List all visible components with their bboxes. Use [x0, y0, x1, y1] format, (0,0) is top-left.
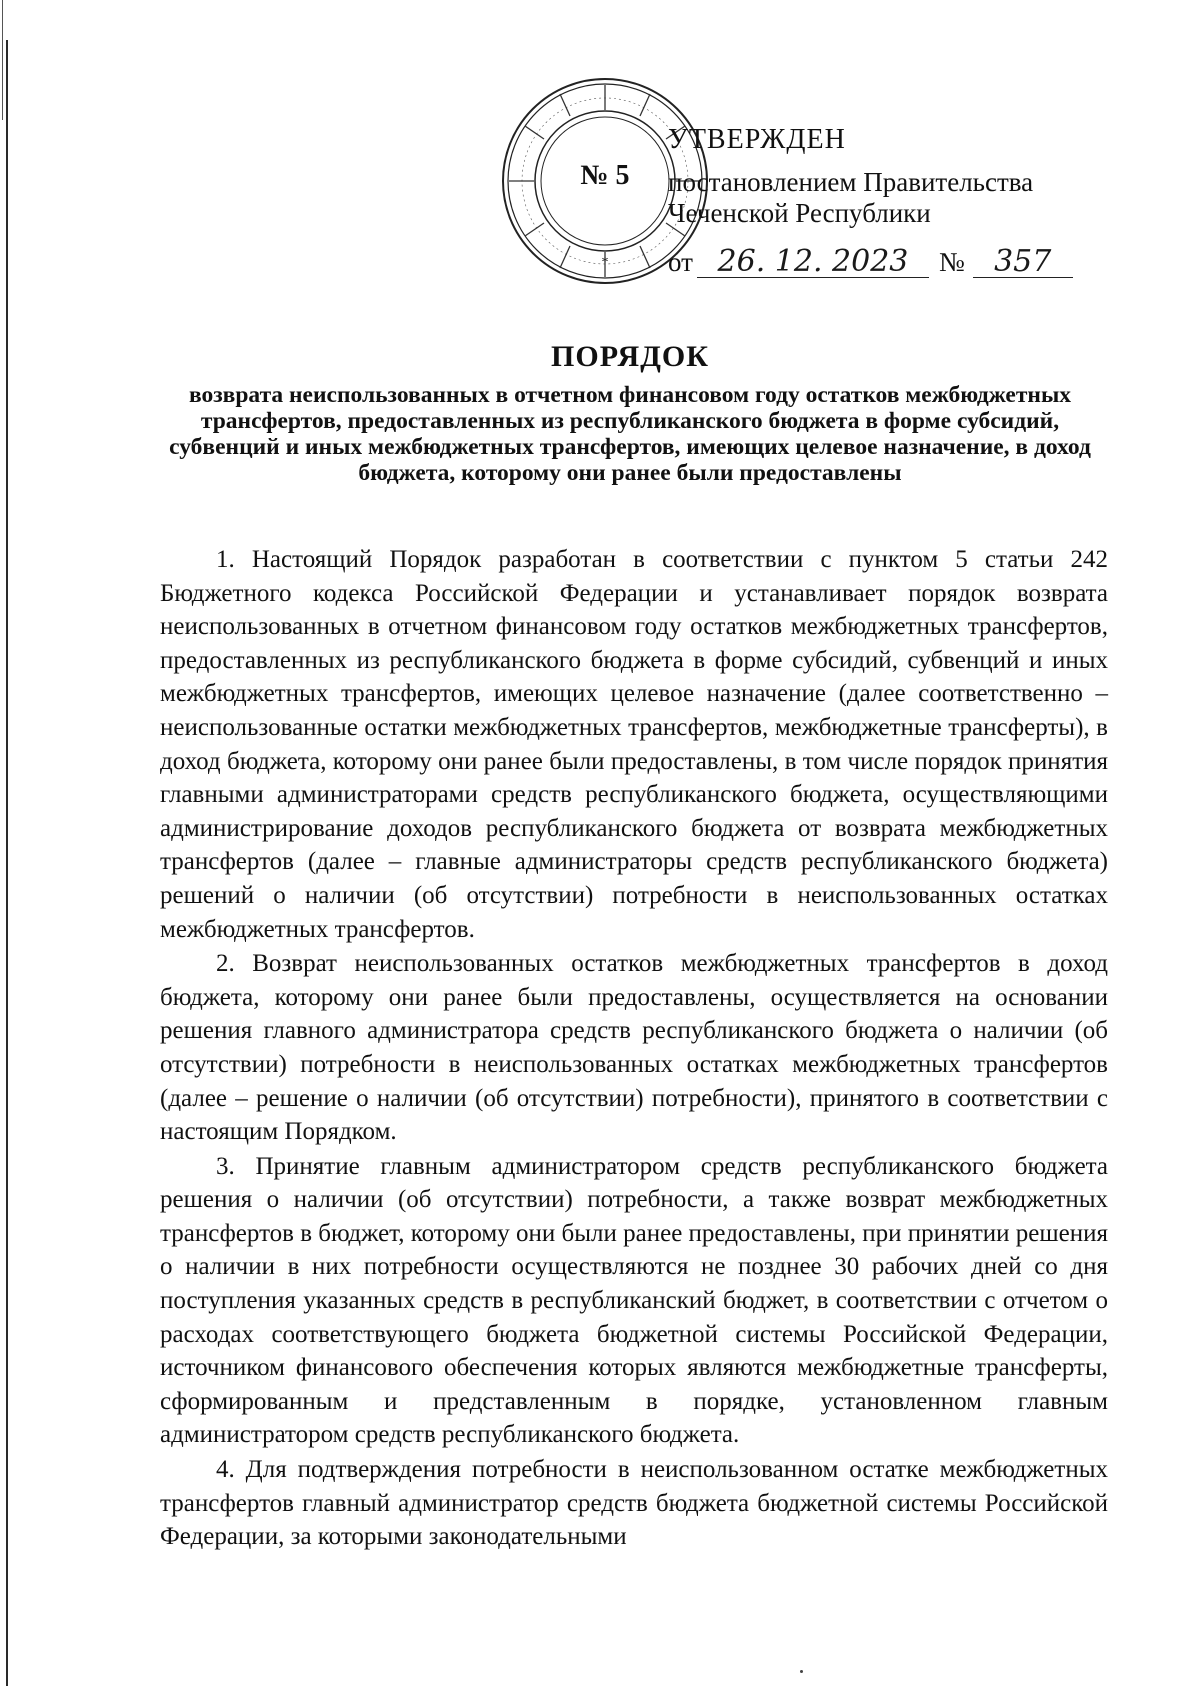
paragraph-1: 1. Настоящий Порядок разработан в соответствии с пунктом 5 статьи 242 Бюджетного кодекса Российской Федерации и устанавливает порядок возврата неиспользованных в отчетном финансовом году остатков межбюджетных трансфертов, предоставленных из республиканского бюджета в форме субсидий, субвенций и иных межбюджетных трансфертов, имеющих целевое назначение (далее соответственно – неиспользованные остатки межбюджетных трансфертов, межбюджетные трансферты), в доход бюджета, которому они ранее были предоставлены, в том числе порядок принятия главными администраторами средств республиканского бюджета, осуществляющими администрирование доходов республиканского бюджета от возврата межбюджетных трансфертов (далее – главные администраторы средств республиканского бюджета) решений о наличии (об отсутствии) потребности в неиспользованных остатках межбюджетных трансфертов.: [160, 546, 1108, 943]
scan-border-line: [6, 40, 8, 1686]
handwritten-number: 357: [973, 247, 1073, 278]
document-subtitle: возврата неиспользованных в отчетном финансовом году остатков межбюджетных трансфертов, предоставленных из республиканского бюджета в форме субсидий, субвенций и иных межбюджетных трансфертов, имеющих целевое назначение, в доход бюджета, которому они ранее были предоставлены: [169, 382, 1091, 486]
document-title: ПОРЯДОК: [551, 340, 709, 373]
paragraph-3: 3. Принятие главным администратором средств республиканского бюджета решения о наличии (об отсутствии) потребности, а также возврат межбюджетных трансфертов в бюджет, которому они были ранее предоставлены, при принятии решения о наличии в них потребности осуществляются не позднее 30 рабочих дней со дня поступления указанных средств в республиканский бюджет, в соответствии с отчетом о расходах соответствующего бюджета бюджетной системы Российской Федерации, источником финансового обеспечения которых являются межбюджетные трансферты, сформированным и представленным в порядке, установленном главным администратором средств республиканского бюджета.: [160, 1152, 1108, 1449]
approval-date-line: [668, 244, 1108, 279]
document-body: [160, 543, 1108, 1554]
scan-border-line-top: [2, 0, 3, 120]
date-prefix: от: [668, 247, 693, 277]
scan-speck: [800, 1670, 803, 1673]
handwritten-date: 26. 12. 2023: [697, 247, 929, 278]
approval-line-2: Чеченской Республики: [668, 198, 931, 228]
approval-line-1: постановлением Правительства: [668, 167, 1034, 197]
svg-text:*: *: [601, 255, 609, 270]
document-title-block: [150, 340, 1110, 486]
paragraph-4: 4. Для подтверждения потребности в неиспользованном остатке межбюджетных трансфертов главный администратор средств бюджета бюджетной системы Российской Федерации, за которыми законодательными: [160, 1456, 1108, 1551]
paragraph-2: 2. Возврат неиспользованных остатков межбюджетных трансфертов в доход бюджета, которому они ранее были предоставлены, осуществляется на основании решения главного администратора средств республиканского бюджета о наличии (об отсутствии) потребности в неиспользованных остатках межбюджетных трансфертов (далее – решение о наличии (об отсутствии) потребности), принятого в соответствии с настоящим Порядком.: [160, 950, 1108, 1146]
approval-word: УТВЕРЖДЕН: [668, 124, 846, 155]
number-prefix: №: [938, 247, 965, 277]
seal-number: № 5: [580, 160, 630, 191]
approval-block: [668, 124, 1108, 278]
